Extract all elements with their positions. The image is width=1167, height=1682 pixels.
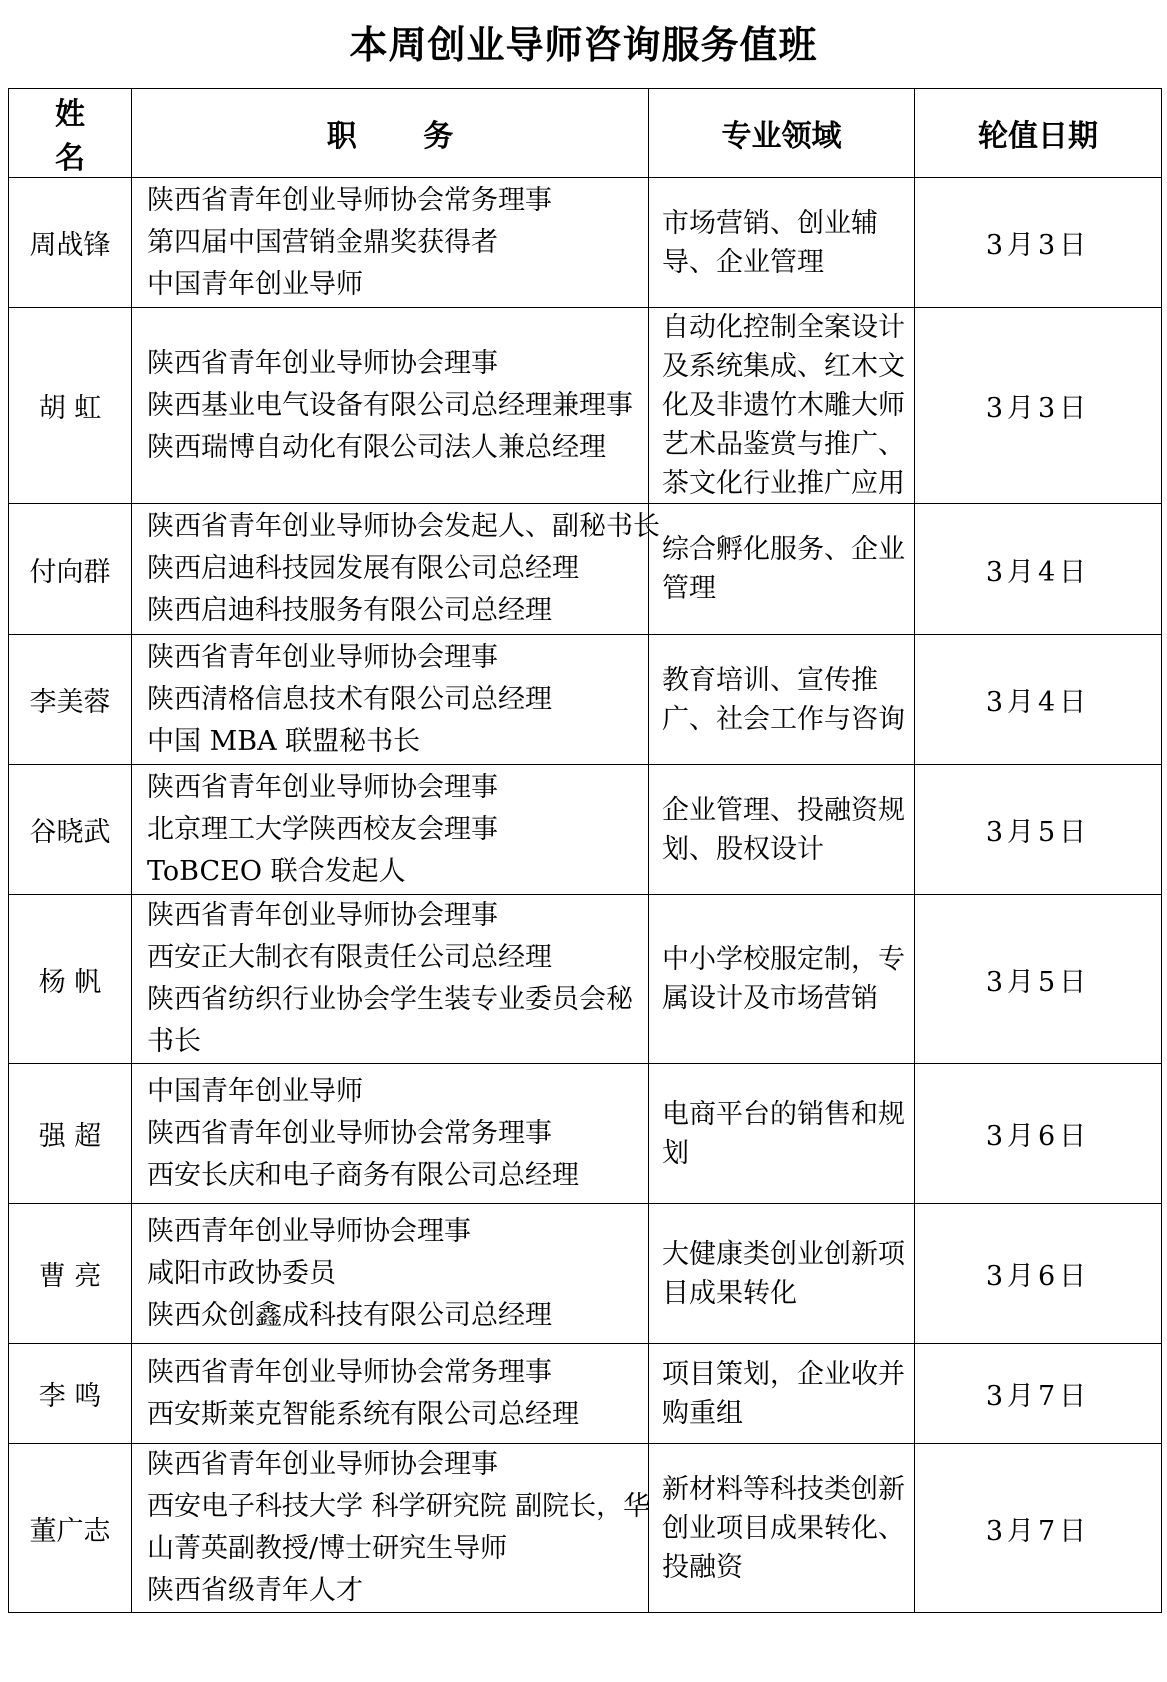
position-line: 书长 xyxy=(147,1026,201,1057)
position-line: 陕西省青年创业导师协会常务理事 xyxy=(147,184,552,216)
mentor-name: 谷晓武 xyxy=(9,765,132,895)
position-line: 中国 MBA 联盟秘书长 xyxy=(147,725,421,757)
position-line: 陕西清格信息技术有限公司总经理 xyxy=(147,683,552,715)
table-row xyxy=(9,504,1162,635)
duty-date: 3月4日 xyxy=(915,635,1162,765)
mentor-positions xyxy=(132,504,660,635)
header-row xyxy=(9,89,1162,178)
duty-date: 3月6日 xyxy=(915,1064,1162,1204)
table-row xyxy=(9,635,1162,765)
header-field: 专业领域 xyxy=(649,89,915,178)
table-row xyxy=(9,1444,1162,1613)
table-row xyxy=(9,895,1162,1064)
mentor-name: 付向群 xyxy=(9,504,132,635)
professional-field: 项目策划，企业收并购重组 xyxy=(649,1344,915,1444)
professional-field: 新材料等科技类创新创业项目成果转化、投融资 xyxy=(649,1444,915,1613)
mentor-positions xyxy=(132,1204,649,1344)
position-line: ToBCEO 联合发起人 xyxy=(147,855,406,887)
position-line: 中国青年创业导师 xyxy=(147,1075,363,1107)
mentor-positions xyxy=(132,765,649,895)
position-line: 陕西省青年创业导师协会常务理事 xyxy=(147,1117,552,1149)
duty-date: 3月7日 xyxy=(915,1344,1162,1444)
mentor-positions xyxy=(132,1444,649,1613)
table-row xyxy=(9,1344,1162,1444)
position-line: 陕西省青年创业导师协会常务理事 xyxy=(147,1356,552,1388)
mentor-name: 杨 帆 xyxy=(9,895,132,1064)
position-line: 北京理工大学陕西校友会理事 xyxy=(147,813,498,845)
position-line: 陕西瑞博自动化有限公司法人兼总经理 xyxy=(147,431,606,463)
duty-date: 3月5日 xyxy=(915,765,1162,895)
mentor-positions xyxy=(132,635,649,765)
position-line: 陕西青年创业导师协会理事 xyxy=(147,1215,471,1247)
position-line: 陕西省青年创业导师协会理事 xyxy=(147,771,498,803)
table-row xyxy=(9,1204,1162,1344)
duty-date: 3月4日 xyxy=(915,504,1162,635)
professional-field: 自动化控制全案设计及系统集成、红木文化及非遗竹木雕大师艺术品鉴赏与推广、茶文化行业推广应用 xyxy=(649,308,915,504)
professional-field: 教育培训、宣传推广、社会工作与咨询 xyxy=(649,635,915,765)
mentor-name: 李 鸣 xyxy=(9,1344,132,1444)
mentor-name: 李美蓉 xyxy=(9,635,132,765)
professional-field: 市场营销、创业辅导、企业管理 xyxy=(649,178,915,308)
position-line: 陕西省级青年人才 xyxy=(147,1575,363,1606)
professional-field: 电商平台的销售和规划 xyxy=(649,1064,915,1204)
mentor-positions xyxy=(132,178,649,308)
duty-date: 3月6日 xyxy=(915,1204,1162,1344)
position-line: 陕西省青年创业导师协会理事 xyxy=(147,900,498,931)
professional-field: 企业管理、投融资规划、股权设计 xyxy=(649,765,915,895)
header-position: 职 务 xyxy=(132,89,649,178)
position-line: 陕西众创鑫成科技有限公司总经理 xyxy=(147,1299,552,1331)
mentor-positions xyxy=(132,1064,649,1204)
duty-date: 3月3日 xyxy=(915,178,1162,308)
mentor-name: 董广志 xyxy=(9,1444,132,1613)
duty-table xyxy=(8,88,1162,1613)
table-row xyxy=(9,1064,1162,1204)
position-line: 西安斯莱克智能系统有限公司总经理 xyxy=(147,1398,579,1430)
mentor-name: 胡 虹 xyxy=(9,308,132,504)
position-line: 第四届中国营销金鼎奖获得者 xyxy=(147,226,498,258)
professional-field: 中小学校服定制，专属设计及市场营销 xyxy=(649,895,915,1064)
position-line: 陕西启迪科技园发展有限公司总经理 xyxy=(147,553,579,584)
position-line: 中国青年创业导师 xyxy=(147,268,363,300)
duty-date: 3月3日 xyxy=(915,308,1162,504)
position-line: 陕西省青年创业导师协会发起人、副秘书长 xyxy=(147,511,660,542)
table-row xyxy=(9,308,1162,504)
mentor-name: 强 超 xyxy=(9,1064,132,1204)
position-line: 咸阳市政协委员 xyxy=(147,1257,336,1289)
position-line: 陕西启迪科技服务有限公司总经理 xyxy=(147,595,552,626)
mentor-positions xyxy=(132,895,649,1064)
header-name: 姓 名 xyxy=(9,89,132,178)
mentor-name: 曹 亮 xyxy=(9,1204,132,1344)
mentor-positions xyxy=(132,1344,649,1444)
position-line: 陕西省纺织行业协会学生装专业委员会秘 xyxy=(147,984,633,1015)
position-line: 山菁英副教授/博士研究生导师 xyxy=(147,1533,508,1564)
position-line: 西安长庆和电子商务有限公司总经理 xyxy=(147,1159,579,1191)
mentor-positions xyxy=(132,308,649,504)
duty-date: 3月7日 xyxy=(915,1444,1162,1613)
page-title: 本周创业导师咨询服务值班 xyxy=(349,23,818,67)
table-row xyxy=(9,765,1162,895)
position-line: 西安电子科技大学 科学研究院 副院长，华 xyxy=(147,1491,651,1522)
position-line: 西安正大制衣有限责任公司总经理 xyxy=(147,942,552,973)
professional-field: 大健康类创业创新项目成果转化 xyxy=(649,1204,915,1344)
position-line: 陕西省青年创业导师协会理事 xyxy=(147,641,498,673)
duty-date: 3月5日 xyxy=(915,895,1162,1064)
mentor-name: 周战锋 xyxy=(9,178,132,308)
position-line: 陕西省青年创业导师协会理事 xyxy=(147,1449,498,1480)
table-row xyxy=(9,178,1162,308)
header-date: 轮值日期 xyxy=(915,89,1162,178)
position-line: 陕西省青年创业导师协会理事 xyxy=(147,347,498,379)
position-line: 陕西基业电气设备有限公司总经理兼理事 xyxy=(147,389,633,421)
professional-field: 综合孵化服务、企业管理 xyxy=(649,504,915,635)
